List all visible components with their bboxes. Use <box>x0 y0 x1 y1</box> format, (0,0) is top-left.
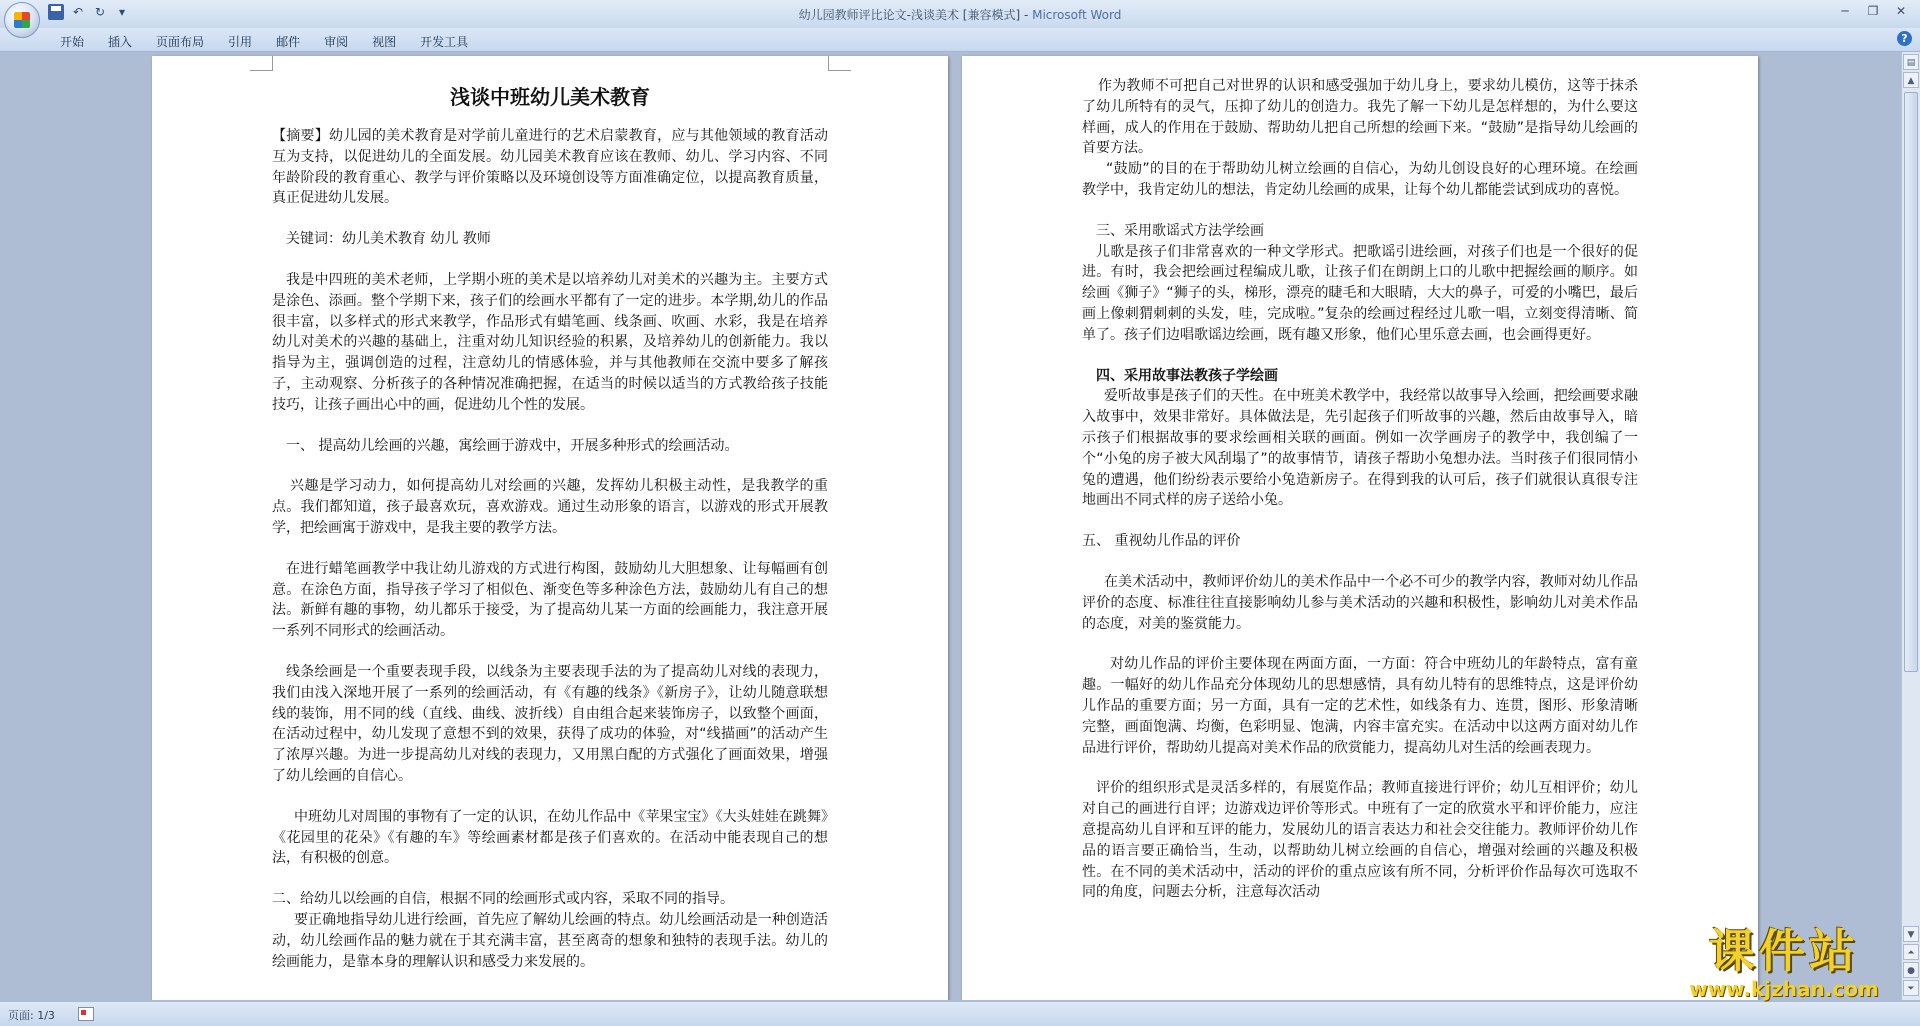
window-controls <box>1832 2 1914 20</box>
section-heading: 三、采用歌谣式方法学绘画 <box>1096 222 1264 239</box>
scroll-thumb[interactable] <box>1904 92 1918 672</box>
tab-developer[interactable]: 开发工具 <box>420 35 469 49</box>
margin-corner-mark <box>250 56 273 71</box>
ribbon-tabs <box>52 31 484 52</box>
minimize-icon[interactable]: ─ <box>1841 4 1849 18</box>
tab-review[interactable]: 审阅 <box>324 35 349 49</box>
macro-record-icon[interactable] <box>78 1007 94 1021</box>
section-heading: 二、给幼儿以绘画的自信，根据不同的绘画形式或内容，采取不同的指导。 <box>272 891 734 908</box>
document-page-1[interactable] <box>152 56 948 1000</box>
scroll-up-icon[interactable]: ▲ <box>1903 72 1919 88</box>
select-browse-object-icon[interactable]: ● <box>1903 962 1919 978</box>
office-button[interactable] <box>4 2 40 38</box>
office-logo-icon <box>14 12 30 28</box>
body-paragraph: 中班幼儿对周围的事物有了一定的认识，在幼儿作品中《苹果宝宝》《大头娃娃在跳舞》《花园里的花朵》《有趣的车》等绘画素材都是孩子们喜欢的。在活动中能表现自己的想法，有积极的创意。 <box>272 808 828 867</box>
body-paragraph: 线条绘画是一个重要表现手段，以线条为主要表现手法的为了提高幼儿对线的表现力，我们由浅入深地开展了一系列的绘画活动，有《有趣的线条》《新房子》，让幼儿随意联想线的装饰，用不同的线（直线、曲线、波折线）自由组合起来装饰房子，以致整个画面，在活动过程中，幼儿发现了意想不到的效果，获得了成功的体验，对“线描画”的活动产生了浓厚兴趣。为进一步提高幼儿对线的表现力，又用黑白配的方式强化了画面效果，增强了幼儿绘画的自信心。 <box>272 663 828 784</box>
page-1-text[interactable] <box>272 70 828 972</box>
document-title: 浅谈中班幼儿美术教育 <box>450 85 650 109</box>
tab-view[interactable]: 视图 <box>372 35 397 49</box>
page-indicator[interactable]: 页面: 1/3 <box>8 1009 55 1022</box>
title-bar <box>0 0 1920 29</box>
body-paragraph: “鼓励”的目的在于帮助幼儿树立绘画的自信心，为幼儿创设良好的心理环境。在绘画教学中，我肯定幼儿的想法，肯定幼儿绘画的成果，让每个幼儿都能尝试到成功的喜悦。 <box>1082 161 1638 198</box>
redo-icon[interactable]: ↻ <box>94 5 106 19</box>
body-paragraph: 爱听故事是孩子们的天性。在中班美术教学中，我经常以故事导入绘画，把绘画要求融入故事中，效果非常好。具体做法是，先引起孩子们听故事的兴趣，然后由故事导入，暗示孩子们根据故事的要求绘画相关联的画面。例如一次学画房子的教学中，我创编了一个“小兔的房子被大风刮塌了”的故事情节，请孩子帮助小兔想办法。当时孩子们很同情小兔的遭遇，他们纷纷表示要给小兔造新房子。在得到我的认可后，孩子们就很认真很专注地画出不同式样的房子送给小兔。 <box>1082 388 1638 509</box>
previous-page-icon[interactable]: ⏶ <box>1903 944 1919 960</box>
page-2-text[interactable] <box>1082 76 1638 903</box>
margin-corner-mark <box>828 56 851 71</box>
help-icon[interactable]: ? <box>1897 31 1912 46</box>
close-icon[interactable]: ✕ <box>1895 4 1907 18</box>
watermark-text: 课件站 <box>1709 924 1859 978</box>
status-bar <box>0 1001 1920 1026</box>
document-page-2[interactable] <box>962 56 1758 1000</box>
app-name: Microsoft Word <box>1032 8 1122 22</box>
section-heading: 四、采用故事法教孩子学绘画 <box>1096 367 1278 384</box>
document-workspace <box>0 52 1902 1000</box>
abstract-paragraph: 【摘要】幼儿园的美术教育是对学前儿童进行的艺术启蒙教育，应与其他领域的教育活动互为支持，以促进幼儿的全面发展。幼儿园美术教育应该在教师、幼儿、学习内容、不同年龄阶段的教育重心、教学与评价策略以及环境创设等方面准确定位，以提高教育质量，真正促进幼儿发展。 <box>272 128 828 207</box>
ribbon <box>0 28 1920 52</box>
tab-page-layout[interactable]: 页面布局 <box>156 35 205 49</box>
customize-toolbar-icon[interactable]: ▾ <box>118 5 126 19</box>
document-name: 幼儿园教师评比论文-浅谈美术 [兼容模式] - <box>798 8 1033 22</box>
maximize-icon[interactable]: ❐ <box>1867 4 1879 18</box>
tab-home[interactable]: 开始 <box>60 35 85 49</box>
next-page-icon[interactable]: ⏷ <box>1903 980 1919 996</box>
body-paragraph: 我是中四班的美术老师，上学期小班的美术是以培养幼儿对美术的兴趣为主。主要方式是涂色、添画。整个学期下来，孩子们的绘画水平都有了一定的进步。本学期,幼儿的作品很丰富，以多样式的形式来教学，作品形式有蜡笔画、线条画、吹画、水彩，我是在培养幼儿对美术的兴趣的基础上，注重对幼儿知识经验的积累，及培养幼儿的创新能力。我以指导为主，强调创造的过程，注意幼儿的情感体验，并与其他教师在交流中要多了解孩子，主动观察、分析孩子的各种情况准确把握，在适当的时候以适当的方式教给孩子技能技巧，让孩子画出心中的画，促进幼儿个性的发展。 <box>272 271 828 413</box>
watermark-logo <box>1670 924 1898 1004</box>
tab-insert[interactable]: 插入 <box>108 35 133 49</box>
body-paragraph: 兴趣是学习动力，如何提高幼儿对绘画的兴趣，发挥幼儿积极主动性，是我教学的重点。我们都知道，孩子最喜欢玩，喜欢游戏。通过生动形象的语言，以游戏的形式开展教学，把绘画寓于游戏中，是我主要的教学方法。 <box>272 478 828 536</box>
body-paragraph: 作为教师不可把自己对世界的认识和感受强加于幼儿身上，要求幼儿模仿，这等于抹杀了幼儿所特有的灵气，压抑了幼儿的创造力。我先了解一下幼儿是怎样想的，为什么要这样画，成人的作用在于鼓励、帮助幼儿把自己所想的绘画下来。“鼓励”是指导幼儿绘画的首要方法。 <box>1082 78 1638 157</box>
body-paragraph: 对幼儿作品的评价主要体现在两面方面，一方面：符合中班幼儿的年龄特点，富有童趣。一幅好的幼儿作品充分体现幼儿的思想感情，具有幼儿特有的思维特点，这是评价幼儿作品的重要方面；另一方面，具有一定的艺术性，如线条有力、连贯，图形、形象清晰完整，画面饱满、均衡，色彩明显、饱满，内容丰富充实。在活动中以这两方面对幼儿作品进行评价，帮助幼儿提高对美术作品的欣赏能力，提高幼儿对生活的绘画表现力。 <box>1082 656 1638 756</box>
body-paragraph: 在美术活动中，教师评价幼儿的美术作品中一个必不可少的教学内容，教师对幼儿作品评价的态度、标准往往直接影响幼儿参与美术活动的兴趣和积极性，影响幼儿对美术作品的态度，对美的鉴赏能力。 <box>1082 573 1638 632</box>
body-paragraph: 儿歌是孩子们非常喜欢的一种文学形式。把歌谣引进绘画，对孩子们也是一个很好的促进。有时，我会把绘画过程编成儿歌，让孩子们在朗朗上口的儿歌中把握绘画的顺序。如绘画《狮子》“狮子的头，梯形，漂亮的睫毛和大眼睛，大大的鼻子，可爱的小嘴巴，最后画上像刺猬刺刺的头发，哇，完成啦。”复杂的绘画过程经过儿歌一唱，立刻变得清晰、简单了。孩子们边唱歌谣边绘画，既有趣又形象，他们心里乐意去画，也会画得更好。 <box>1082 243 1638 343</box>
vertical-scrollbar[interactable] <box>1901 52 1920 1000</box>
watermark-url: www.kjzhan.com <box>1689 977 1879 1001</box>
section-heading: 一、 提高幼儿绘画的兴趣，寓绘画于游戏中，开展多种形式的绘画活动。 <box>286 437 739 454</box>
body-paragraph: 评价的组织形式是灵活多样的，有展览作品；教师直接进行评价；幼儿互相评价；幼儿对自己的画进行自评；边游戏边评价等形式。中班有了一定的欣赏水平和评价能力，应注意提高幼儿自评和互评的能力，发展幼儿的语言表达力和社会交往能力。教师评价幼儿作品的语言要正确恰当，生动，以帮助幼儿树立绘画的自信心，增强对绘画的兴趣及积极性。在不同的美术活动中，活动的评价的重点应该有所不同，分析评价作品每次可选取不同的角度，问题去分析，注意每次活动 <box>1082 780 1638 901</box>
body-paragraph: 要正确地指导幼儿进行绘画，首先应了解幼儿绘画的特点。幼儿绘画活动是一种创造活动，幼儿绘画作品的魅力就在于其充满丰富，甚至离奇的想象和独特的表现手法。幼儿的绘画能力，是靠本身的理解认识和感受力来发展的。 <box>272 911 828 970</box>
scroll-down-icon[interactable]: ▼ <box>1903 926 1919 942</box>
tab-references[interactable]: 引用 <box>228 35 253 49</box>
window-title <box>0 6 1920 23</box>
section-heading: 五、 重视幼儿作品的评价 <box>1082 533 1241 550</box>
keywords-line: 关键词：幼儿美术教育 幼儿 教师 <box>286 231 491 248</box>
ruler-toggle-icon[interactable]: ▤ <box>1903 54 1919 70</box>
tab-mailings[interactable]: 邮件 <box>276 35 301 49</box>
undo-icon[interactable]: ↶ <box>72 5 84 19</box>
body-paragraph: 在进行蜡笔画教学中我让幼儿游戏的方式进行构图，鼓励幼儿大胆想象、让每幅画有创意。在涂色方面，指导孩子学习了相似色、渐变色等多种涂色方法，鼓励幼儿有自己的想法。新鲜有趣的事物，幼儿都乐于接受，为了提高幼儿某一方面的绘画能力，我注意开展一系列不同形式的绘画活动。 <box>272 560 828 640</box>
